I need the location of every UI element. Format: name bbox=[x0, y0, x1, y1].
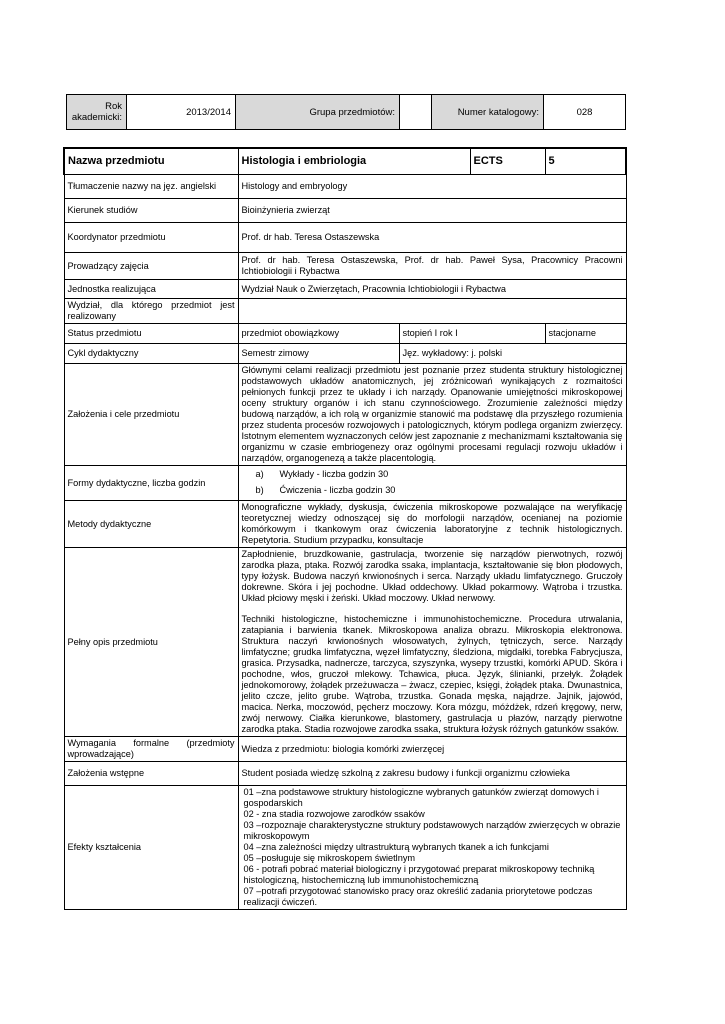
zalozenia-value: Głównymi celami realizacji przedmiotu jest poznanie przez studenta struktury histologicznej podstawowych układów anatomicznych, jej zróżnicowań wynikających z rozmaitości pełnionych funkcji przez te układy i ich narządy. Opanowanie umiejętności mikroskopowej oceny struktury organów i ich stanu czynnościowego. Zrozumienie zależności między budową narządów, a ich rolą w organizmie stanowić ma podstawę dla przyszłego rozumienia przez studenta procesów rozwojowych i patologicznych, którym podlega organizm zwierzęcy. Istotnym elementem wyznaczonych celów jest zapoznanie z mechanizmami kształtowania się organizmu w czasie embriogenezy oraz ogólnymi procesami regulacji rozwoju układów i narządów, organogenezą a także placentologią. bbox=[238, 364, 626, 466]
nazwa-value: Histologia i embriologia bbox=[238, 148, 470, 175]
wydzial-row bbox=[64, 299, 626, 324]
jezyk-value: Jęz. wykładowy: j. polski bbox=[399, 344, 626, 364]
jednostka-row bbox=[64, 280, 626, 299]
opis-value bbox=[238, 548, 626, 737]
zalozenia-row bbox=[64, 364, 626, 466]
jednostka-value: Wydział Nauk o Zwierzętach, Pracownia Ichtiobiologii i Rybactwa bbox=[238, 280, 626, 299]
wymagania-row bbox=[64, 737, 626, 762]
wydzial-label: Wydział, dla którego przedmiot jest realizowany bbox=[64, 299, 238, 324]
metody-label: Metody dydaktyczne bbox=[64, 501, 238, 548]
opis-paragraph-1: Zapłodnienie, bruzdkowanie, gastrulacja, tworzenie się narządów pierwotnych, rozwój zarodka płaza, ptaka. Rozwój zarodka ssaka, implantacja, kształtowanie się błon płodowych, typy łożysk. Budowa naczyń krwionośnych i serca. Narządy układu limfatycznego. Gruczoły dokrewne. Skóra i jej pochodne. Układ oddechowy. Układ pokarmowy. Wątroba i trzustka. Układ płciowy męski i żeński. Układ moczowy. Układ nerwowy. bbox=[241, 549, 623, 603]
kierunek-value: Bioinżynieria zwierząt bbox=[238, 199, 626, 223]
wstepne-row bbox=[64, 762, 626, 786]
koordynator-label: Koordynator przedmiotu bbox=[64, 223, 238, 253]
numer-label: Numer katalogowy: bbox=[432, 95, 544, 130]
metody-value: Monograficzne wykłady, dyskusja, ćwiczenia mikroskopowe pozwalające na weryfikację teoretycznej wiedzy odnoszącej się do morfologii narządów, ocenianej na poziomie komórkowym i tkankowym oraz ćwiczenia laboratoryjne z technik histologicznych. Repetytoria. Studium przypadku, konsultacje bbox=[238, 501, 626, 548]
jednostka-label: Jednostka realizująca bbox=[64, 280, 238, 299]
ects-value: 5 bbox=[545, 148, 626, 175]
efekty-item: 04 –zna zależności między ultrastrukturą wybranych tkanek a ich funkcjami bbox=[243, 842, 549, 852]
wstepne-label: Założenia wstępne bbox=[64, 762, 238, 786]
kierunek-label: Kierunek studiów bbox=[64, 199, 238, 223]
efekty-item: 05 –posługuje się mikroskopem świetlnym bbox=[243, 853, 416, 863]
formy-list bbox=[242, 467, 623, 499]
opis-label: Pełny opis przedmiotu bbox=[64, 548, 238, 737]
efekty-list bbox=[242, 787, 623, 908]
opis-paragraph-2: Techniki histologiczne, histochemiczne i immunohistochemiczne. Procedura utrwalania, zatapiania i barwienia tkanek. Mikroskopowa analiza obrazu. Mikroskopia elektronowa. Struktura naczyń krwionośnych włosowatych, żylnych, tętniczych, serce. Narządy limfatyczne; grudka limfatyczna, węzeł limfatyczny, śledziona, migdałki, torebka Fabrycjusza, grasica. Przysadka, nadnercze, tarczyca, szyszynka, wysepy trzustki, komórki APUD. Skóra i pochodne, włos, gruczoł mlekowy. Tchawica, płuca. Język, ślinianki, przełyk. Żołądek jednokomorowy, żołądek przeżuwacza – żwacz, czepiec, księgi, żołądek ptaka. Dwunastnica, jelito czcze, jelito grube. Wątroba, trzustka. Gonada męska, najądrze. Jajnik, jajowód, macica. Nerka, moczowód, pęcherz moczowy. Kora mózgu, móżdżek, rdzeń kręgowy, nerw, zwój nerwowy. Ciałka kierunkowe, blastomery, gastrulacja u płazów, narządy pierwotne zarodka ptaka. Stadia rozwojowe zarodka ssaka, struktura łożysk różnych gatunków ssaków. bbox=[241, 614, 623, 734]
grupa-value bbox=[400, 95, 432, 130]
course-title-row bbox=[64, 148, 626, 175]
numer-value: 028 bbox=[544, 95, 626, 130]
opis-row bbox=[64, 548, 626, 737]
metody-row bbox=[64, 501, 626, 548]
formy-value bbox=[238, 466, 626, 501]
wymagania-value: Wiedza z przedmiotu: biologia komórki zwierzęcej bbox=[238, 737, 626, 762]
efekty-row bbox=[64, 786, 626, 910]
status-row bbox=[64, 324, 626, 344]
formy-item: a) Wykłady - liczba godzin 30 bbox=[255, 469, 389, 479]
efekty-item: 02 - zna stadia rozwojowe zarodków ssaków bbox=[243, 809, 425, 819]
cykl-value: Semestr zimowy bbox=[238, 344, 399, 364]
stopien-value: stopień I rok I bbox=[399, 324, 545, 344]
kierunek-row bbox=[64, 199, 626, 223]
rok-value: 2013/2014 bbox=[127, 95, 236, 130]
koordynator-value: Prof. dr hab. Teresa Ostaszewska bbox=[238, 223, 626, 253]
header-table bbox=[66, 94, 626, 130]
cykl-label: Cykl dydaktyczny bbox=[64, 344, 238, 364]
efekty-label: Efekty kształcenia bbox=[64, 786, 238, 910]
prowadzacy-row bbox=[64, 253, 626, 280]
efekty-item: 06 - potrafi pobrać materiał biologiczny i przygotować preparat mikroskopowy techniką histologiczną, histochemiczną lub immunohistochemiczną bbox=[243, 864, 595, 885]
grupa-label: Grupa przedmiotów: bbox=[236, 95, 400, 130]
zalozenia-label: Założenia i cele przedmiotu bbox=[64, 364, 238, 466]
opis-spacer bbox=[242, 604, 623, 614]
formy-label: Formy dydaktyczne, liczba godzin bbox=[64, 466, 238, 501]
prowadzacy-label: Prowadzący zajęcia bbox=[64, 253, 238, 280]
header-row bbox=[67, 95, 626, 130]
course-card-table bbox=[63, 147, 627, 910]
tlumaczenie-label: Tłumaczenie nazwy na jęz. angielski bbox=[64, 175, 238, 199]
prowadzacy-value: Prof. dr hab. Teresa Ostaszewska, Prof. dr hab. Paweł Sysa, Pracownicy Pracowni Ichtiobiologii i Rybactwa bbox=[238, 253, 626, 280]
efekty-value bbox=[238, 786, 626, 910]
tryb-value: stacjonarne bbox=[545, 324, 626, 344]
efekty-item: 07 –potrafi przygotować stanowisko pracy oraz określić zadania priorytetowe podczas realizacji ćwiczeń. bbox=[243, 886, 593, 907]
formy-row bbox=[64, 466, 626, 501]
efekty-item: 01 –zna podstawowe struktury histologiczne wybranych gatunków zwierząt domowych i gospodarskich bbox=[243, 787, 599, 808]
status-value: przedmiot obowiązkowy bbox=[238, 324, 399, 344]
ects-label: ECTS bbox=[470, 148, 545, 175]
wstepne-value: Student posiada wiedzę szkolną z zakresu budowy i funkcji organizmu człowieka bbox=[238, 762, 626, 786]
koordynator-row bbox=[64, 223, 626, 253]
wydzial-value bbox=[238, 299, 626, 324]
status-label: Status przedmiotu bbox=[64, 324, 238, 344]
efekty-item: 03 –rozpoznaje charakterystyczne struktury podstawowych narządów zwierzęcych w obrazie mikroskopowym bbox=[243, 820, 621, 841]
cykl-row bbox=[64, 344, 626, 364]
tlumaczenie-value: Histology and embryology bbox=[238, 175, 626, 199]
tlumaczenie-row bbox=[64, 175, 626, 199]
nazwa-label: Nazwa przedmiotu bbox=[64, 148, 238, 175]
rok-label: Rok akademicki: bbox=[67, 95, 127, 130]
wymagania-label: Wymagania formalne (przedmioty wprowadzające) bbox=[64, 737, 238, 762]
formy-item: b) Ćwiczenia - liczba godzin 30 bbox=[255, 485, 396, 495]
